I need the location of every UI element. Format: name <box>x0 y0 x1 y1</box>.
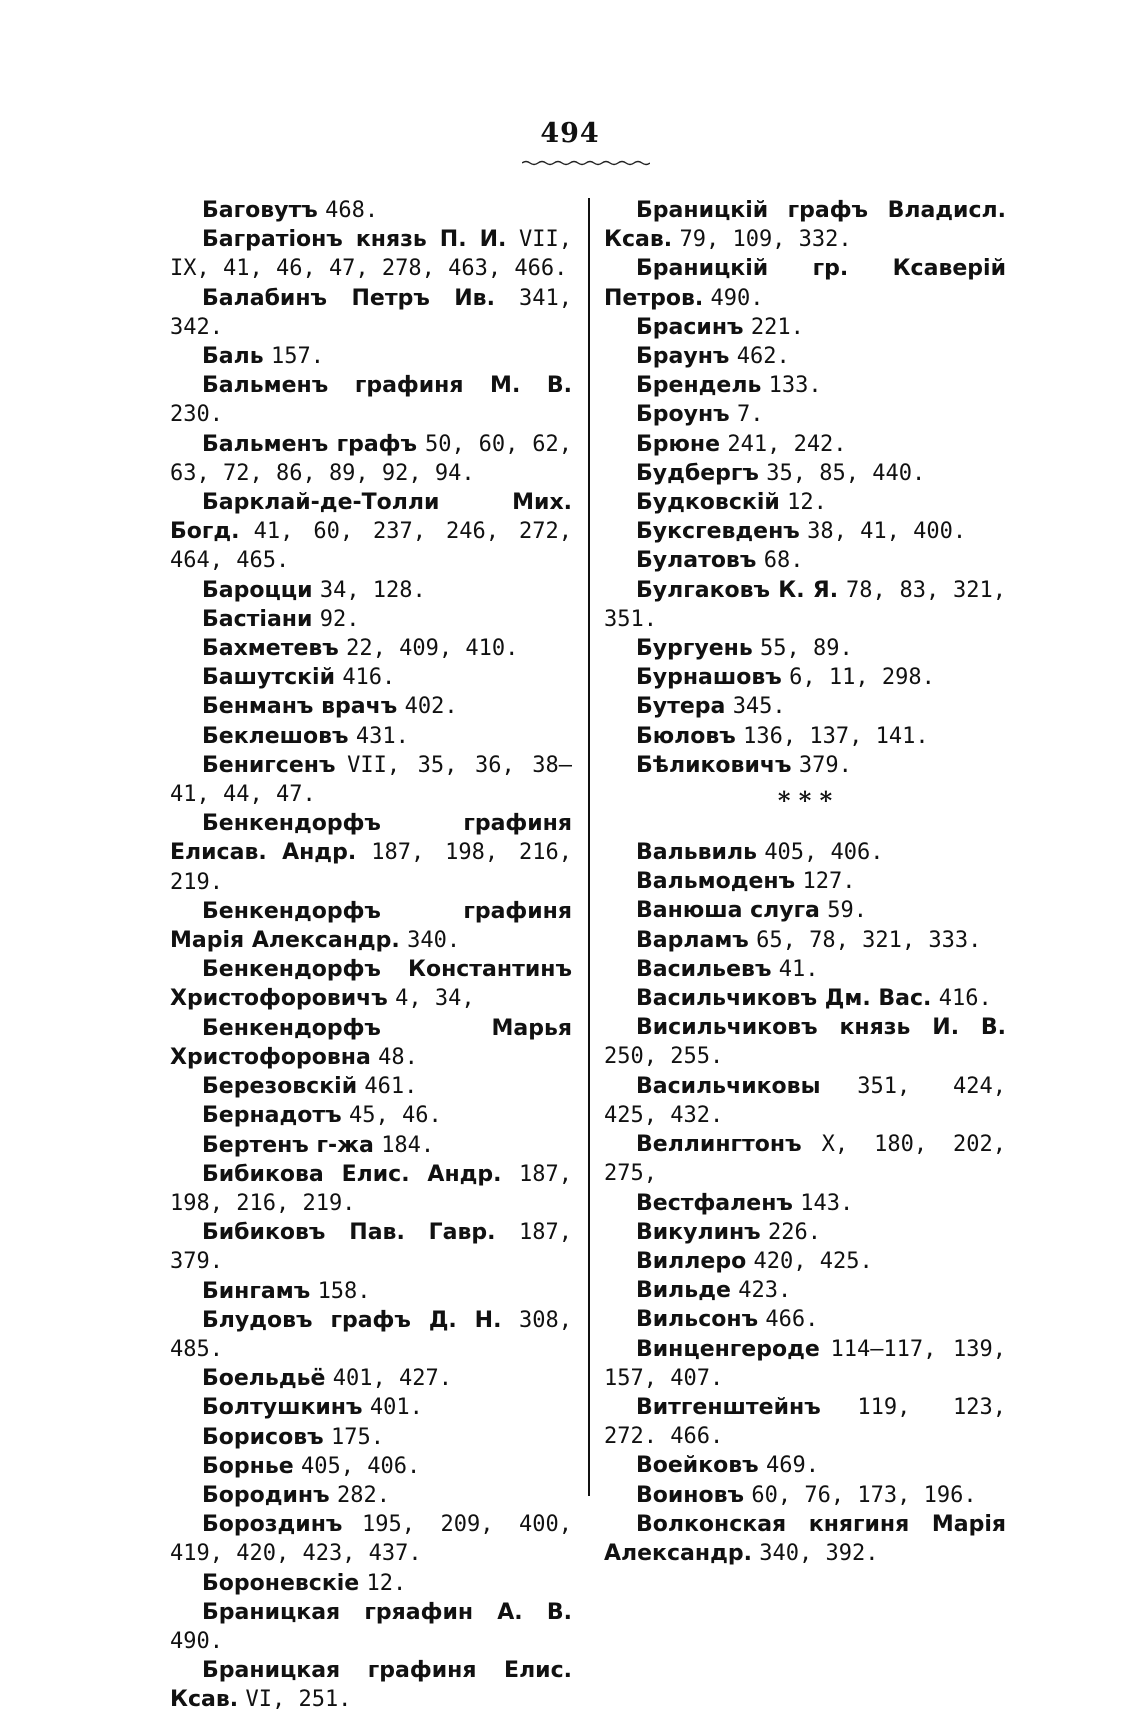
entry-name: Броунъ <box>636 402 730 428</box>
entry-name: Витгенштейнъ <box>636 1394 821 1420</box>
index-entry <box>170 1569 572 1598</box>
entry-name: Бароцци <box>202 577 313 603</box>
entry-name: Блудовъ графъ Д. Н. <box>202 1307 502 1333</box>
index-entry <box>170 1218 572 1276</box>
entry-name: Булатовъ <box>636 548 757 574</box>
entry-name: Вальвиль <box>636 840 757 866</box>
index-entry <box>170 1072 572 1101</box>
entry-page-refs: 195, 209, 400, 419, 420, 423, 437. <box>170 1512 572 1567</box>
entry-page-refs: 221. <box>750 314 804 340</box>
entry-name: Бернадотъ <box>202 1103 342 1129</box>
entry-name: Бальменъ графъ <box>202 431 418 457</box>
entry-page-refs: 401, 427. <box>332 1366 452 1392</box>
index-entry <box>170 1364 572 1393</box>
entry-name: Булгаковъ К. Я. <box>636 577 839 603</box>
entry-name: Браунъ <box>636 344 730 370</box>
index-entry <box>604 430 1006 459</box>
index-entry <box>604 634 1006 663</box>
section-asterism: * * * <box>777 786 833 816</box>
index-entry <box>170 751 572 809</box>
index-entry <box>170 1131 572 1160</box>
index-entry <box>604 488 1006 517</box>
entry-page-refs: 114—117, 139, 157, 407. <box>604 1336 1006 1391</box>
page-number-underline <box>522 160 650 166</box>
index-entry <box>604 313 1006 342</box>
index-entry <box>604 1218 1006 1247</box>
entry-page-refs: 65, 78, 321, 333. <box>756 927 982 953</box>
entry-page-refs: 136, 137, 141. <box>743 723 929 749</box>
entry-name: Балабинъ Петръ Ив. <box>202 285 495 311</box>
entry-name: Браницкій графъ Владисл. Ксав. <box>604 198 1006 253</box>
entry-name: Бороневскіе <box>202 1570 360 1596</box>
entry-page-refs: 250, 255. <box>604 1044 724 1070</box>
index-entry <box>604 955 1006 984</box>
index-entry <box>170 955 572 1013</box>
entry-name: Барклай-де-Толли Мих. Богд. <box>170 490 572 545</box>
entry-page-refs: VI, 251. <box>245 1687 352 1713</box>
entry-name: Буксгевденъ <box>636 519 800 545</box>
entry-page-refs: VII, 35, 36, 38—41, 44, 47. <box>170 752 573 808</box>
index-entry <box>604 867 1006 896</box>
index-entry <box>604 546 1006 575</box>
entry-name: Бутера <box>636 694 726 720</box>
entry-page-refs: 55, 89. <box>760 636 853 662</box>
entry-name: Васильевъ <box>636 956 772 982</box>
index-entry <box>604 838 1006 867</box>
index-entry <box>170 634 572 663</box>
entry-name: Бурнашовъ <box>636 665 782 691</box>
index-entry <box>604 926 1006 955</box>
entry-page-refs: 12. <box>366 1570 407 1596</box>
index-entry <box>604 896 1006 925</box>
entry-name: Веллингтонъ <box>636 1132 802 1158</box>
index-entry <box>170 1423 572 1452</box>
entry-page-refs: 119, 123, 272. 466. <box>604 1394 1006 1450</box>
index-entry <box>170 897 572 955</box>
entry-page-refs: 405, 406. <box>300 1453 421 1479</box>
index-entry <box>170 225 572 283</box>
entry-name: Винценгероде <box>636 1336 820 1362</box>
entry-page-refs: 22, 409, 410. <box>346 636 519 662</box>
index-entry <box>170 342 572 371</box>
index-group-v <box>604 838 1006 1568</box>
entry-name: Вальмоденъ <box>636 869 796 895</box>
entry-page-refs: 345. <box>732 694 786 720</box>
entry-page-refs: 466. <box>765 1307 819 1333</box>
entry-name: Бибикова Елис. Андр. <box>202 1161 502 1187</box>
entry-page-refs: 41, 60, 237, 246, 272, 464, 465. <box>170 519 572 574</box>
entry-name: Бальменъ графиня М. В. <box>202 373 572 399</box>
index-entry <box>170 576 572 605</box>
entry-page-refs: 469. <box>766 1453 820 1479</box>
entry-name: Волконская княгиня Марія Александр. <box>604 1511 1006 1566</box>
entry-name: Боельдьё <box>202 1366 326 1392</box>
entry-name: Вильде <box>636 1278 731 1304</box>
entry-page-refs: 4, 34, <box>395 986 475 1012</box>
index-entry <box>604 400 1006 429</box>
index-entry <box>170 1481 572 1510</box>
index-entry <box>170 605 572 634</box>
entry-page-refs: 127. <box>802 869 856 895</box>
index-entry <box>170 809 572 897</box>
entry-name: Викулинъ <box>636 1219 761 1245</box>
index-column-right <box>604 196 1006 1568</box>
entry-name: Бертенъ г-жа <box>202 1132 374 1158</box>
index-entry <box>604 1510 1006 1568</box>
entry-name: Бѣликовичъ <box>636 752 792 778</box>
entry-name: Будковскій <box>636 490 780 516</box>
entry-name: Васильчиковы <box>636 1073 821 1099</box>
entry-page-refs: 490. <box>710 285 764 311</box>
entry-name: Бенкендорфъ графиня Марія Александр. <box>170 898 572 954</box>
index-entry <box>604 196 1006 254</box>
entry-page-refs: 59. <box>827 898 867 924</box>
index-entry <box>170 1306 572 1364</box>
entry-name: Башутскій <box>202 665 335 691</box>
entry-page-refs: 12. <box>787 490 827 516</box>
entry-name: Виллеро <box>636 1248 747 1274</box>
index-entry <box>604 1481 1006 1510</box>
entry-name: Висильчиковъ князь И. В. <box>636 1015 1006 1041</box>
index-entry <box>604 254 1006 312</box>
entry-page-refs: 60, 76, 173, 196. <box>751 1482 977 1508</box>
entry-page-refs: 158. <box>317 1278 371 1304</box>
entry-page-refs: 38, 41, 400. <box>807 519 967 545</box>
entry-name: Бороздинъ <box>202 1512 343 1538</box>
index-entry <box>604 576 1006 634</box>
entry-page-refs: 79, 109, 332. <box>679 227 852 253</box>
index-entry <box>170 1160 572 1218</box>
entry-page-refs: 50, 60, 62, 63, 72, 86, 89, 92, 94. <box>170 431 572 486</box>
entry-page-refs: 402. <box>404 694 458 720</box>
index-column-left <box>170 196 572 1715</box>
entry-page-refs: 226. <box>768 1219 822 1245</box>
page-number: 494 <box>540 118 600 149</box>
entry-page-refs: 7. <box>737 402 764 428</box>
entry-page-refs: 48. <box>378 1044 418 1070</box>
entry-name: Багратіонъ князь П. И. <box>202 227 507 253</box>
index-entry <box>604 722 1006 751</box>
index-entry <box>604 1393 1006 1451</box>
entry-page-refs: X, 180, 202, 275, <box>604 1132 1006 1187</box>
entry-name: Браницкая гряафин А. В. <box>202 1599 572 1625</box>
index-entry <box>170 663 572 692</box>
index-entry <box>604 517 1006 546</box>
entry-name: Васильчиковъ Дм. Вас. <box>636 986 932 1012</box>
entry-page-refs: 461. <box>364 1074 418 1100</box>
entry-name: Воейковъ <box>636 1453 759 1479</box>
index-entry <box>170 1598 572 1656</box>
entry-name: Вестфаленъ <box>636 1190 793 1216</box>
entry-name: Будбергъ <box>636 460 759 486</box>
entry-page-refs: 420, 425. <box>753 1248 873 1274</box>
index-entry <box>170 1452 572 1481</box>
entry-name: Браницкая графиня Елис. Ксав. <box>170 1658 572 1713</box>
entry-page-refs: 41. <box>778 956 819 982</box>
entry-page-refs: 187, 198, 216, 219. <box>170 1161 572 1216</box>
entry-name: Бургуень <box>636 636 753 662</box>
entry-name: Бенигсенъ <box>202 752 336 778</box>
index-entry <box>604 459 1006 488</box>
index-entry <box>604 1189 1006 1218</box>
entry-page-refs: 35, 85, 440. <box>766 460 926 486</box>
entry-page-refs: 78, 83, 321, 351. <box>604 577 1006 632</box>
entry-name: Браницкій гр. Ксаверій Петров. <box>604 256 1006 311</box>
entry-name: Болтушкинъ <box>202 1395 363 1421</box>
entry-name: Баговутъ <box>202 198 318 223</box>
index-entry <box>170 430 572 488</box>
index-entry <box>170 196 572 225</box>
index-entry <box>170 1393 572 1422</box>
entry-name: Бахметевъ <box>202 636 339 662</box>
index-entry <box>170 692 572 721</box>
entry-name: Беклешовъ <box>202 723 349 749</box>
entry-page-refs: 187, 379. <box>170 1220 572 1275</box>
entry-page-refs: 423. <box>738 1278 792 1304</box>
index-entry <box>170 371 572 429</box>
index-entry <box>604 751 1006 780</box>
entry-page-refs: 143. <box>800 1190 854 1216</box>
entry-name: Воиновъ <box>636 1482 745 1508</box>
entry-page-refs: 401. <box>369 1395 423 1421</box>
index-entry <box>604 1276 1006 1305</box>
entry-page-refs: 34, 128. <box>319 577 426 603</box>
entry-page-refs: 490. <box>170 1628 223 1654</box>
entry-page-refs: 462. <box>736 344 790 370</box>
entry-name: Ванюша слуга <box>636 898 820 924</box>
entry-name: Бингамъ <box>202 1278 311 1304</box>
entry-page-refs: 241, 242. <box>727 431 847 457</box>
entry-page-refs: 416. <box>342 665 396 691</box>
entry-page-refs: 340, 392. <box>759 1540 879 1566</box>
entry-page-refs: 45, 46. <box>348 1103 442 1129</box>
index-entry <box>604 1072 1006 1130</box>
index-entry <box>170 1510 572 1568</box>
entry-name: Борисовъ <box>202 1424 324 1450</box>
entry-name: Бенкендорфъ Марья Христофоровна <box>170 1015 572 1070</box>
index-entry <box>170 1277 572 1306</box>
entry-name: Бородинъ <box>202 1482 330 1508</box>
index-entry <box>604 692 1006 721</box>
entry-page-refs: 282. <box>336 1482 390 1508</box>
entry-page-refs: 340. <box>407 928 461 954</box>
entry-page-refs: 351, 424, 425, 432. <box>604 1073 1006 1128</box>
entry-name: Брендель <box>636 373 762 399</box>
index-group-b <box>604 196 1006 780</box>
index-entry <box>604 1247 1006 1276</box>
index-entry <box>170 1656 572 1714</box>
index-entry <box>604 1451 1006 1480</box>
entry-page-refs: 405, 406. <box>764 840 884 866</box>
index-entry <box>170 284 572 342</box>
entry-page-refs: 341, 342. <box>170 285 572 340</box>
entry-page-refs: 379. <box>798 752 852 778</box>
index-entry <box>170 1101 572 1130</box>
entry-name: Бюловъ <box>636 723 736 749</box>
entry-page-refs: 157. <box>270 344 324 370</box>
entry-page-refs: 416. <box>938 986 992 1012</box>
entry-name: Баль <box>202 344 264 370</box>
entry-name: Бибиковъ Пав. Гавр. <box>202 1220 496 1246</box>
entry-page-refs: 230. <box>170 402 223 428</box>
column-divider <box>588 198 590 1496</box>
index-entry <box>604 663 1006 692</box>
index-entry <box>604 371 1006 400</box>
entry-name: Брасинъ <box>636 314 744 340</box>
index-entry <box>604 1305 1006 1334</box>
index-entry <box>170 1014 572 1072</box>
entry-name: Бенманъ врачъ <box>202 694 398 720</box>
index-entry <box>170 488 572 576</box>
entry-name: Варламъ <box>636 927 749 953</box>
entry-name: Березовскій <box>202 1074 358 1100</box>
index-entry <box>604 1335 1006 1393</box>
entry-name: Борнье <box>202 1453 294 1479</box>
entry-name: Бенкендорфъ Константинъ Христофоровичъ <box>170 957 572 1012</box>
entry-page-refs: 184. <box>381 1132 435 1158</box>
index-entry <box>604 342 1006 371</box>
entry-name: Брюне <box>636 431 721 457</box>
entry-page-refs: 133. <box>768 373 822 399</box>
index-entry <box>604 984 1006 1013</box>
entry-page-refs: 68. <box>763 548 804 574</box>
entry-page-refs: 6, 11, 298. <box>789 665 935 691</box>
entry-page-refs: 92. <box>319 606 360 632</box>
entry-name: Бастіани <box>202 606 313 632</box>
index-entry <box>604 1013 1006 1071</box>
entry-page-refs: VII, IX, 41, 46, 47, 278, 463, 466. <box>170 227 573 282</box>
entry-name: Бенкендорфъ графиня Елисав. Андр. <box>170 811 572 866</box>
entry-page-refs: 431. <box>355 723 409 749</box>
index-entry <box>604 1130 1006 1188</box>
entry-page-refs: 175. <box>330 1424 384 1450</box>
entry-page-refs: 468. <box>325 198 379 223</box>
entry-name: Вильсонъ <box>636 1307 759 1333</box>
index-entry <box>170 722 572 751</box>
entry-page-refs: 187, 198, 216, 219. <box>170 840 573 895</box>
entry-page-refs: 308, 485. <box>170 1307 572 1362</box>
